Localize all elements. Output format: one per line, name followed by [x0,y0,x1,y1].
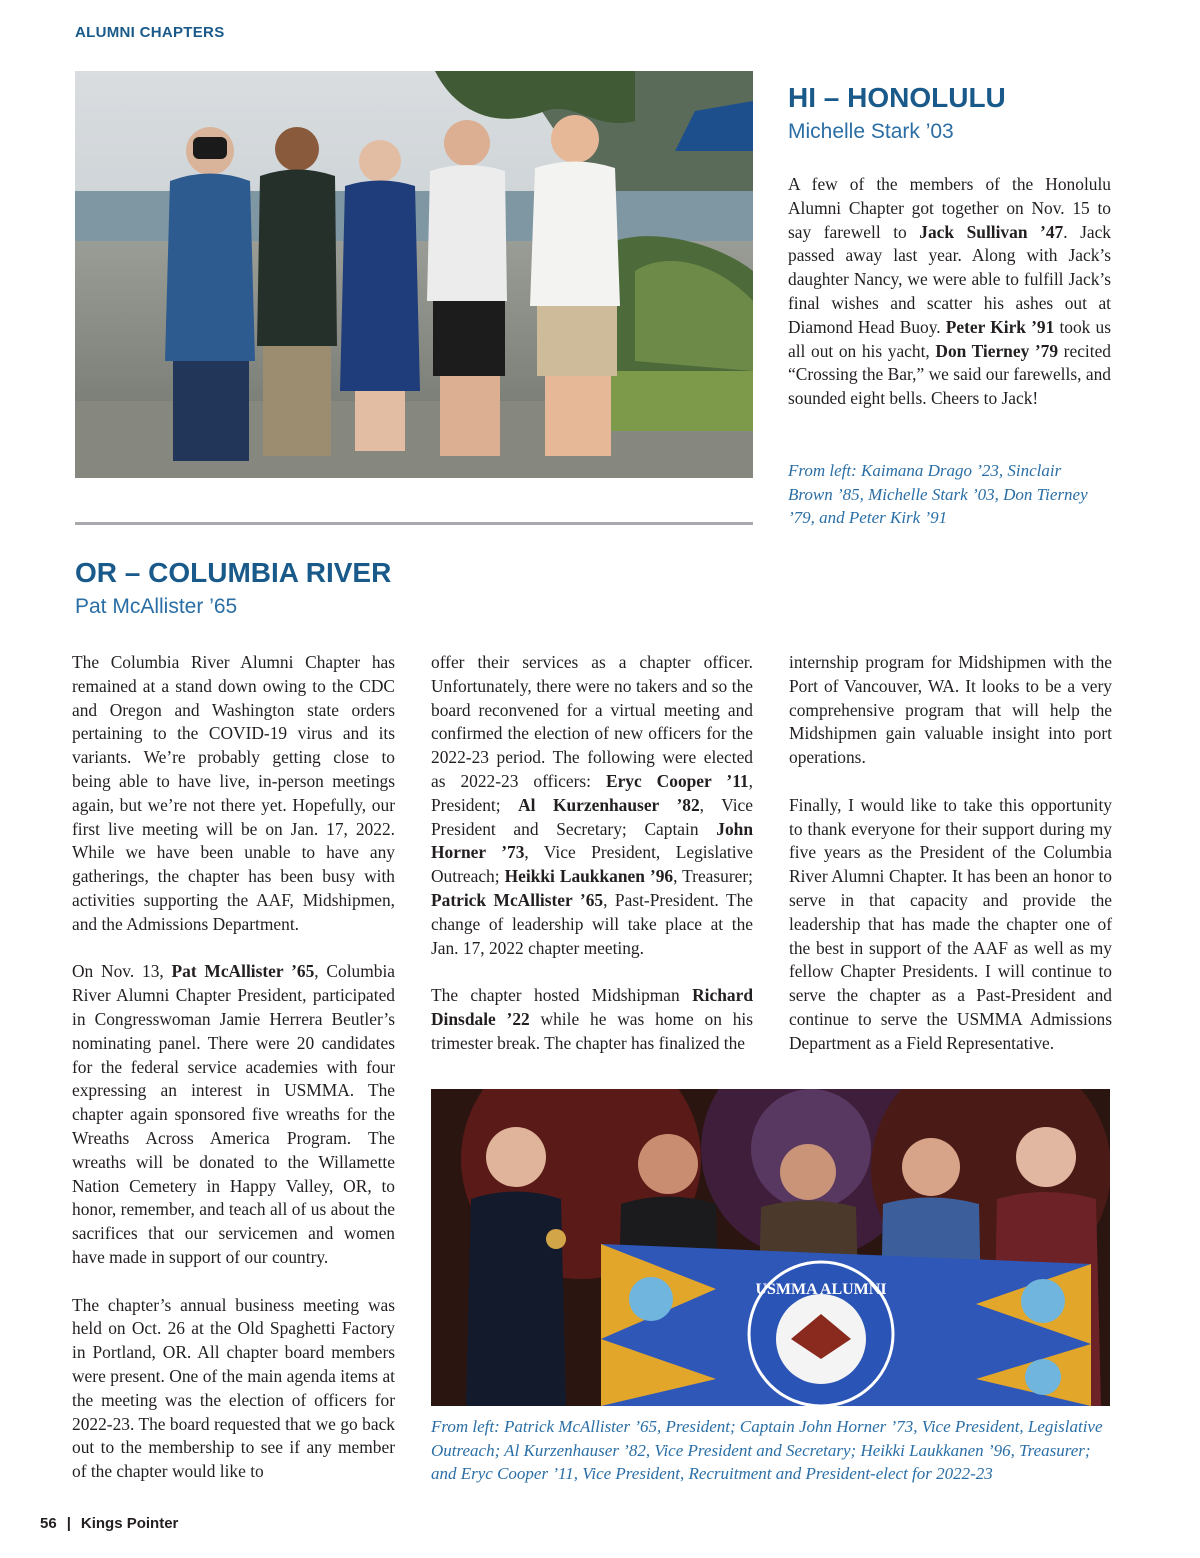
text-run: internship program for Midshipmen with the Port of Vancouver, WA. It looks to be a very comprehensive program that will help the Midshipmen gain valuable insight into port operations. [789,652,1112,768]
flag-text: USMMA ALUMNI [755,1281,887,1298]
honolulu-group-photo [75,71,753,478]
text-run: The chapter’s annual business meeting was held on Oct. 26 at the Old Spaghetti Factory in Portland, OR. All chapter board members were present. One of the main agenda items at the meeting was the election of officers for 2022-23. The board requested that we go back out to the membership to see if any member of the chapter would like to [72,1294,395,1482]
honolulu-byline: Michelle Stark ’03 [788,120,954,143]
columbia-heading: OR – COLUMBIA RIVER [75,557,392,588]
text-run: The chapter hosted Midshipman [431,985,693,1006]
paragraph [72,960,395,1269]
footer-separator: | [66,1515,71,1532]
text-run: , President; [431,770,753,815]
bold-name: Pat McAllister ’65 [171,961,315,982]
columbia-group-photo [431,1089,1110,1406]
text-run: , Columbia River Alumni Chapter President, participated in Congresswoman Jamie Herrera Beutler’s nominating panel. There were 20 candidates for the federal service academies with four expressing an interest in USMMA. The chapter again sponsored five wreaths for the Wreaths Across America Program. The wreaths will be donated to the Willamette Nation Cemetery in Happy Valley, OR, to honor, remember, and teach all of us about the sacrifices that our servicemen and women have made in support of our country. [72,961,396,1267]
bold-name: Richard Dinsdale ’22 [431,985,753,1029]
text-run: offer their services as a chapter officer. Unfortunately, there were no takers and so the board reconvened for a virtual meeting and confirmed the election of new officers for the 2022-23 period. The following were elected as 2022-23 officers: [431,652,753,791]
bold-name: John Horner ’73 [431,818,753,863]
page-number: 56 [40,1515,57,1532]
bold-name: Don Tierney ’79 [935,340,1059,361]
paragraph [72,651,395,937]
text-run: , Vice President, Legislative Outreach; [431,842,753,887]
paragraph [789,794,1112,1056]
honolulu-body-text [788,173,1111,411]
paragraph [788,173,1111,411]
text-run: while he was home on his trimester break. The chapter has finalized the [431,1008,753,1053]
text-run: A few of the members of the Honolulu Alumni Chapter got together on Nov. 15 to say farewell to [788,174,1111,242]
paragraph [72,1294,395,1484]
columbia-byline: Pat McAllister ’65 [75,595,238,618]
bold-name: Al Kurzenhauser ’82 [518,794,700,815]
paragraph [789,651,1112,770]
honolulu-heading: HI – HONOLULU [788,82,1006,113]
section-label: ALUMNI CHAPTERS [75,24,225,41]
bold-name: Jack Sullivan ’47 [919,221,1064,242]
text-run: The Columbia River Alumni Chapter has remained at a stand down owing to the CDC and Oregon and Washington state orders pertaining to the COVID-19 virus and its variants. We’re probably getting close to being able to have live, in-person meetings again, but we’re not there yet. Hopefully, our first live meeting will be on Jan. 17, 2022. While we have been unable to have any gatherings, the chapter has been busy with activities supporting the AAF, Midshipmen, and the Admissions Department. [72,652,395,934]
text-run: Finally, I would like to take this opportunity to thank everyone for their support during my five years as the President of the Columbia River Alumni Chapter. It has been an honor to serve in that capacity and provide the leadership that has made the chapter one of the best in support of the AAF as well as my fellow Chapter Presidents. I will continue to serve the chapter as a Past-President and continue to serve the USMMA Admissions Department as a Field Representative. [789,794,1112,1053]
text-run: . Jack passed away last year. Along with Jack’s daughter Nancy, we were able to fulfill Jack’s final wishes and scatter his ashes out at Diamond Head Buoy. [788,221,1111,337]
bold-name: Patrick McAllister ’65 [431,889,604,910]
text-run: recited “Crossing the Bar,” we said our farewells, and sounded eight bells. Cheers to Jack! [788,340,1111,409]
honolulu-photo-caption: From left: Kaimana Drago ’23, Sinclair Brown ’85, Michelle Stark ’03, Don Tierney ’79, and Peter Kirk ’91 [788,461,1088,527]
text-run: , Treasurer; [673,866,753,887]
text-run: On Nov. 13, [72,961,172,982]
bold-name: Heikki Laukkanen ’96 [504,866,674,887]
text-run: took us all out on his yacht, [788,316,1111,361]
honolulu-photo-illustration [75,71,753,478]
columbia-photo-illustration [431,1089,1110,1406]
paragraph [431,984,753,1055]
bold-name: Peter Kirk ’91 [945,316,1055,337]
text-run: , Past-President. The change of leadership will take place at the Jan. 17, 2022 chapter meeting. [431,889,753,958]
bold-name: Eryc Cooper ’11 [605,770,749,791]
columbia-column-3 [789,651,1112,1056]
text-run: , Vice President and Secretary; Captain [431,794,753,839]
section-divider [75,522,753,525]
columbia-column-2 [431,651,753,1056]
paragraph [431,651,753,960]
publication-name: Kings Pointer [80,1515,179,1532]
columbia-photo-caption: From left: Patrick McAllister ’65, President; Captain John Horner ’73, Vice President, Legislative Outreach; Al Kurzenhauser ’82, Vice President and Secretary; Heikki Laukkanen ’96, Treasurer; and Eryc Cooper ’11, Vice President, Recruitment and President-elect for 2022-23 [431,1417,1103,1483]
page-footer [40,1515,178,1532]
columbia-column-1 [72,651,395,1484]
